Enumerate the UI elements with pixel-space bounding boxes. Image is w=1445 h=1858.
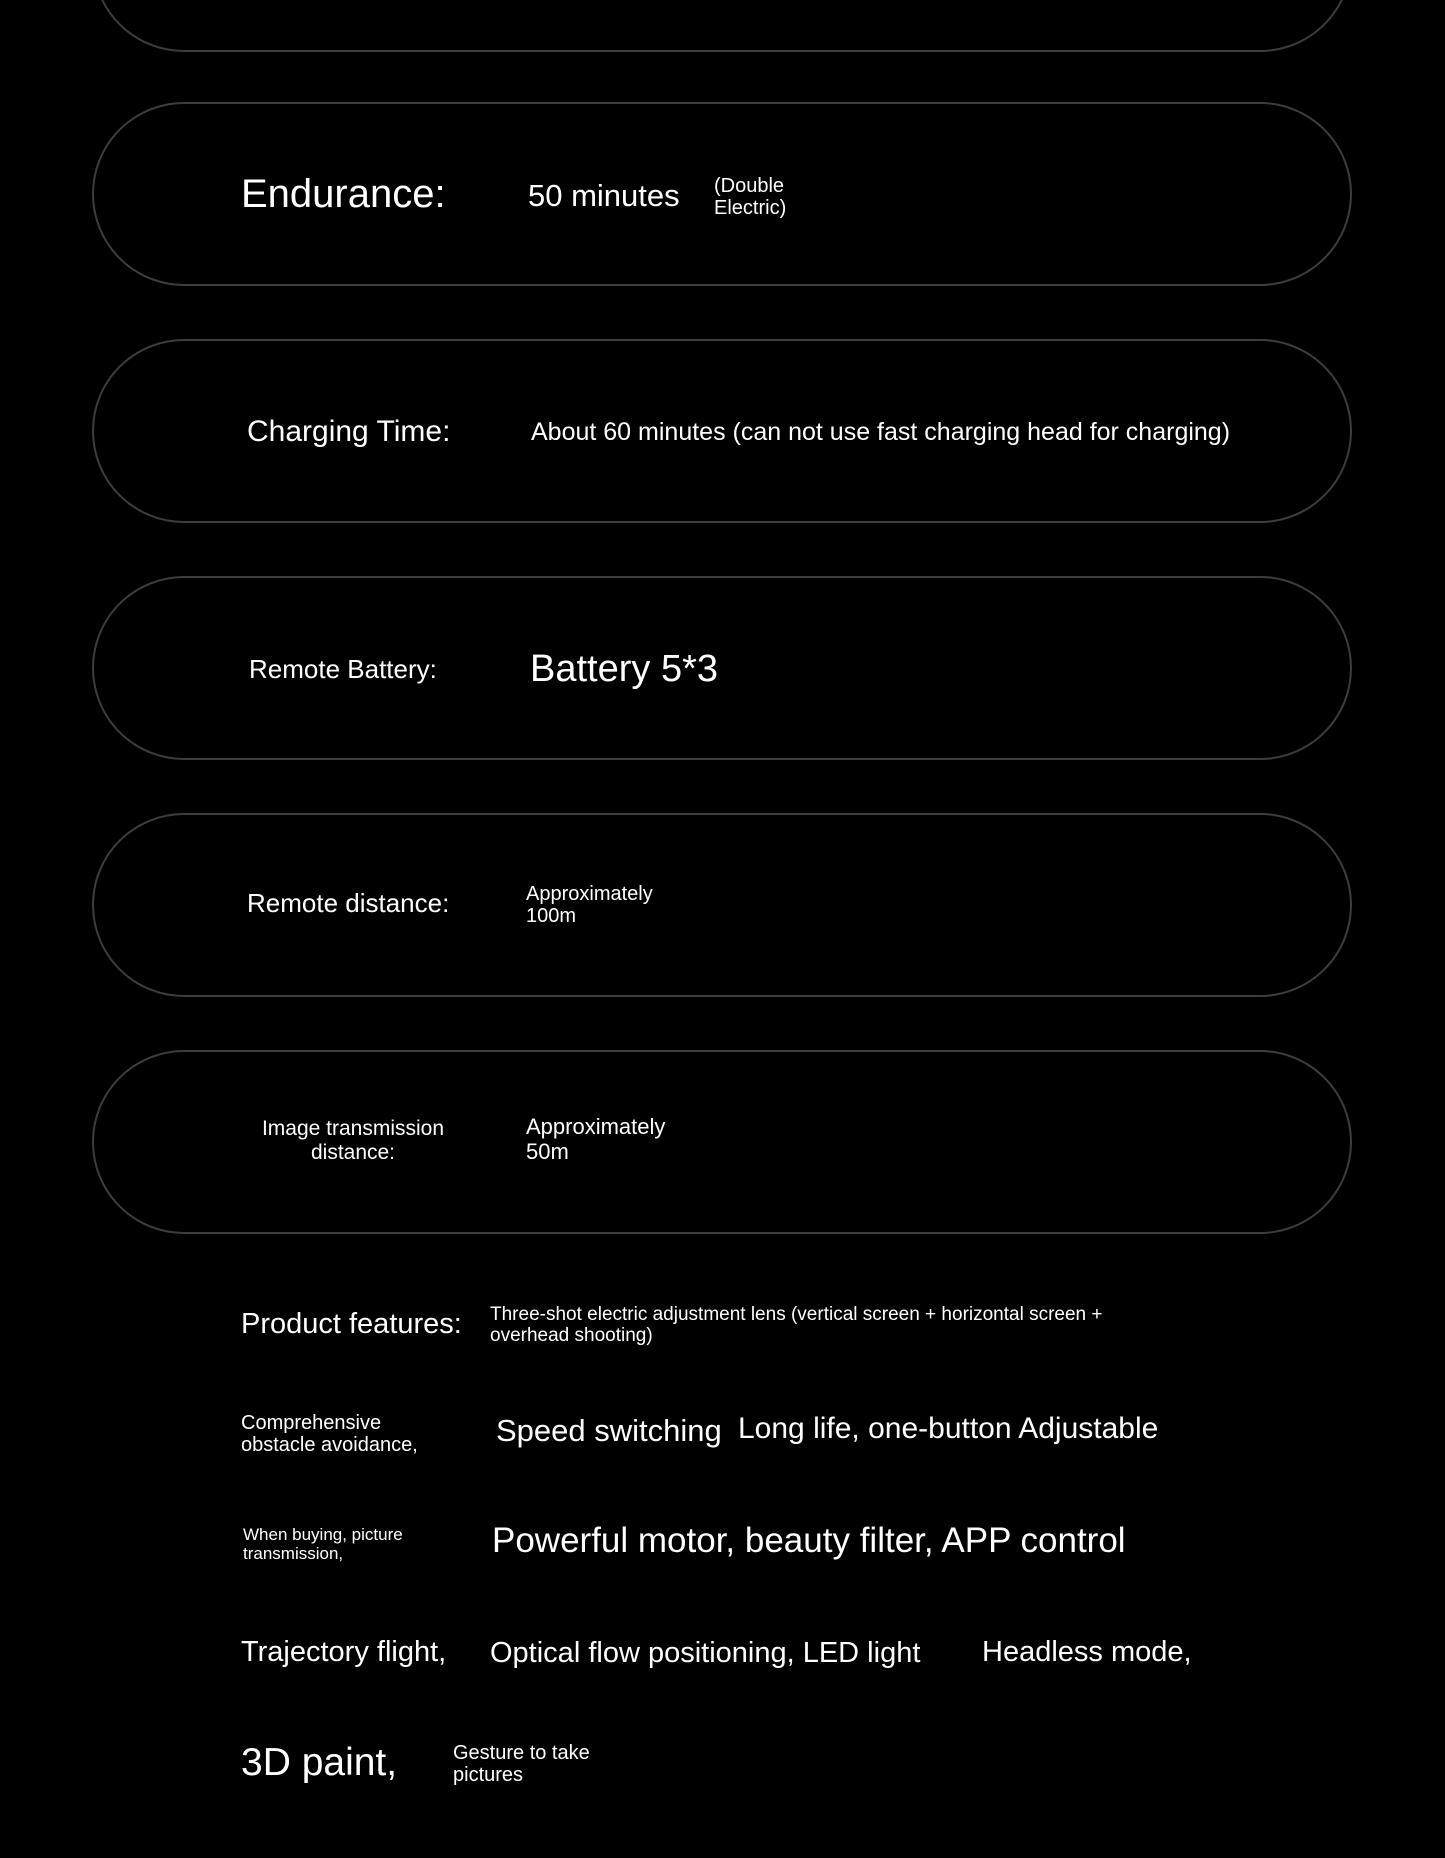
- feature-row-1-label: Comprehensive obstacle avoidance,: [241, 1412, 418, 1457]
- feature-row-2-a: Powerful motor, beauty filter, APP control: [492, 1521, 1126, 1560]
- feature-row-3-label: Trajectory flight,: [241, 1636, 447, 1668]
- image-transmission-value: Approximately 50m: [526, 1114, 666, 1164]
- feature-row-3-b: Headless mode,: [982, 1636, 1192, 1668]
- image-transmission-label: Image transmission distance:: [261, 1117, 445, 1164]
- product-features-lead: Three-shot electric adjustment lens (vertical screen + horizontal screen + overhead shooting): [490, 1304, 1103, 1347]
- feature-row-3-a: Optical flow positioning, LED light: [490, 1637, 921, 1669]
- feature-row-1-b: Long life, one-button Adjustable: [738, 1412, 1159, 1445]
- endurance-value: 50 minutes: [528, 178, 680, 213]
- charging-time-label: Charging Time:: [247, 415, 451, 448]
- endurance-label: Endurance:: [241, 172, 446, 216]
- remote-distance-value: Approximately 100m: [526, 883, 653, 928]
- product-features-title: Product features:: [241, 1308, 462, 1340]
- feature-row-1-a: Speed switching: [496, 1413, 722, 1448]
- feature-row-4-a: Gesture to take pictures: [453, 1742, 590, 1787]
- remote-battery-value: Battery 5*3: [530, 648, 718, 690]
- endurance-note: (Double Electric): [714, 175, 787, 220]
- spec-pill-partial: [92, 0, 1352, 52]
- feature-row-4-label: 3D paint,: [241, 1741, 398, 1784]
- remote-distance-label: Remote distance:: [247, 888, 450, 918]
- charging-time-value: About 60 minutes (can not use fast charging head for charging): [531, 418, 1231, 446]
- feature-row-2-label: When buying, picture transmission,: [243, 1525, 403, 1564]
- remote-battery-label: Remote Battery:: [249, 654, 437, 684]
